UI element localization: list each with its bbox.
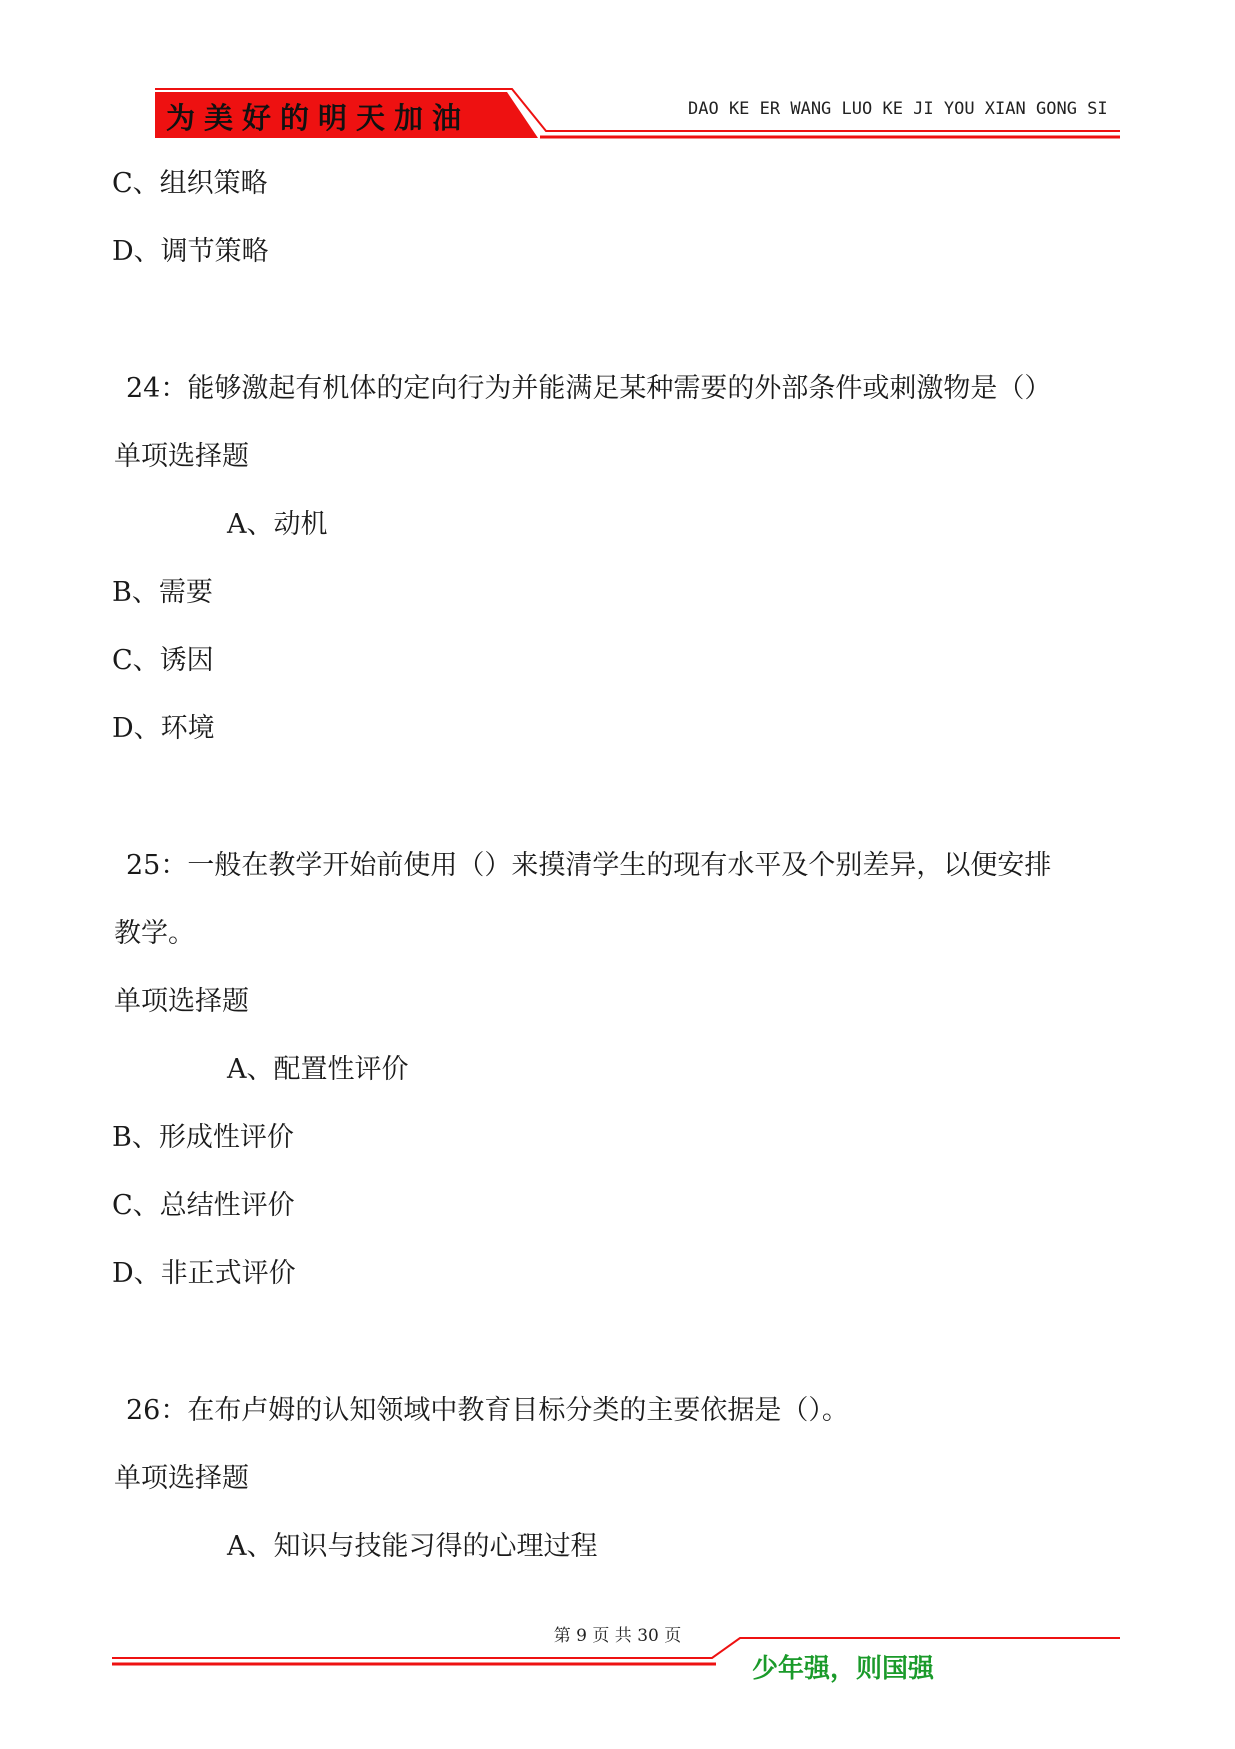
question-25-stem-line1: 25：一般在教学开始前使用（）来摸清学生的现有水平及个别差异，以便安排	[126, 850, 1052, 881]
option-d: D、调节策略	[112, 236, 269, 267]
question-26-option-a: A、知识与技能习得的心理过程	[227, 1531, 598, 1562]
header-slogan: 为美好的明天加油	[166, 101, 471, 135]
header-company-name: DAO KE ER WANG LUO KE JI YOU XIAN GONG SI	[688, 99, 1108, 119]
question-25-type: 单项选择题	[114, 986, 249, 1017]
option-c: C、组织策略	[112, 168, 268, 199]
question-26-stem: 26：在布卢姆的认知领域中教育目标分类的主要依据是（）。	[126, 1395, 849, 1426]
question-24-option-c: C、诱因	[112, 645, 214, 676]
question-25-option-d: D、非正式评价	[112, 1258, 296, 1289]
question-24-option-b: B、需要	[112, 577, 213, 608]
question-25-option-b: B、形成性评价	[112, 1122, 294, 1153]
question-24-option-d: D、环境	[112, 713, 215, 744]
question-24-type: 单项选择题	[114, 441, 249, 472]
question-25-option-a: A、配置性评价	[227, 1054, 409, 1085]
question-24-option-a: A、动机	[227, 509, 328, 540]
question-26-type: 单项选择题	[114, 1463, 249, 1494]
question-25-option-c: C、总结性评价	[112, 1190, 295, 1221]
question-25-stem-line2: 教学。	[114, 918, 195, 949]
question-24-stem: 24：能够激起有机体的定向行为并能满足某种需要的外部条件或刺激物是（）	[126, 373, 1052, 404]
footer-motto: 少年强，则国强	[752, 1654, 935, 1684]
footer-page-info: 第 9 页 共 30 页	[553, 1626, 682, 1646]
